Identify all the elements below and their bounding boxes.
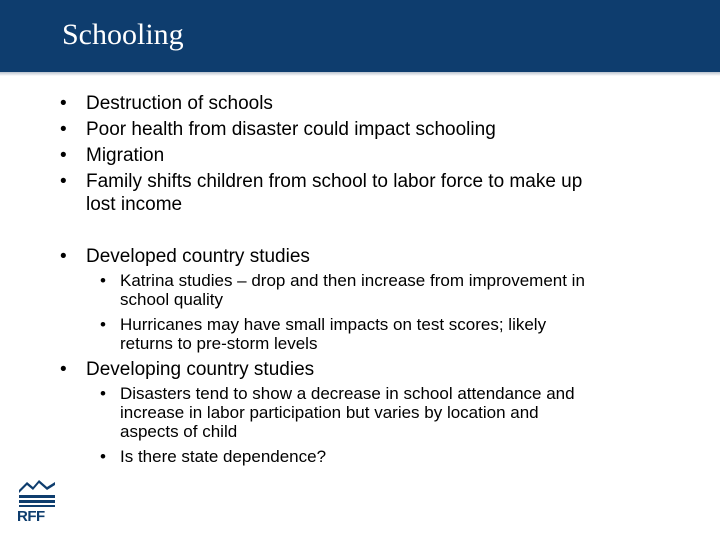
bullet-text: Developing country studies — [86, 359, 315, 380]
bullet-marker: • — [60, 145, 67, 166]
bullet-marker: • — [60, 171, 67, 192]
bullet-text: lost income — [86, 194, 183, 215]
bullet-text: Migration — [86, 145, 165, 166]
bullet-marker: • — [100, 447, 106, 466]
bullet-marker: • — [60, 359, 67, 380]
sub-bullet-text: returns to pre-storm levels — [120, 334, 318, 353]
bullet-text: Destruction of schools — [86, 93, 273, 114]
bullet-marker: • — [100, 384, 106, 403]
bullet-marker: • — [60, 119, 67, 140]
sub-bullet-text: increase in labor participation but varies by location and — [120, 403, 539, 422]
bullet-text: Family shifts children from school to labor force to make up — [86, 171, 583, 192]
bullet-marker: • — [60, 246, 67, 267]
slide-title: Schooling — [62, 18, 184, 51]
bullet-text: Poor health from disaster could impact schooling — [86, 119, 496, 140]
sub-bullet-text: school quality — [120, 290, 224, 309]
sub-bullet-text: Disasters tend to show a decrease in school attendance and — [120, 384, 575, 403]
sub-bullet-text: aspects of child — [120, 422, 238, 441]
sub-bullet-text: Katrina studies – drop and then increase from improvement in — [120, 271, 585, 290]
bullet-text: Developed country studies — [86, 246, 310, 267]
rff-logo-text: RFF — [17, 508, 45, 525]
bullet-marker: • — [60, 93, 67, 114]
bullet-marker: • — [100, 271, 106, 290]
bullet-marker: • — [100, 315, 106, 334]
sub-bullet-text: Is there state dependence? — [120, 447, 327, 466]
sub-bullet-text: Hurricanes may have small impacts on test scores; likely — [120, 315, 547, 334]
title-bar-shadow — [0, 72, 720, 76]
